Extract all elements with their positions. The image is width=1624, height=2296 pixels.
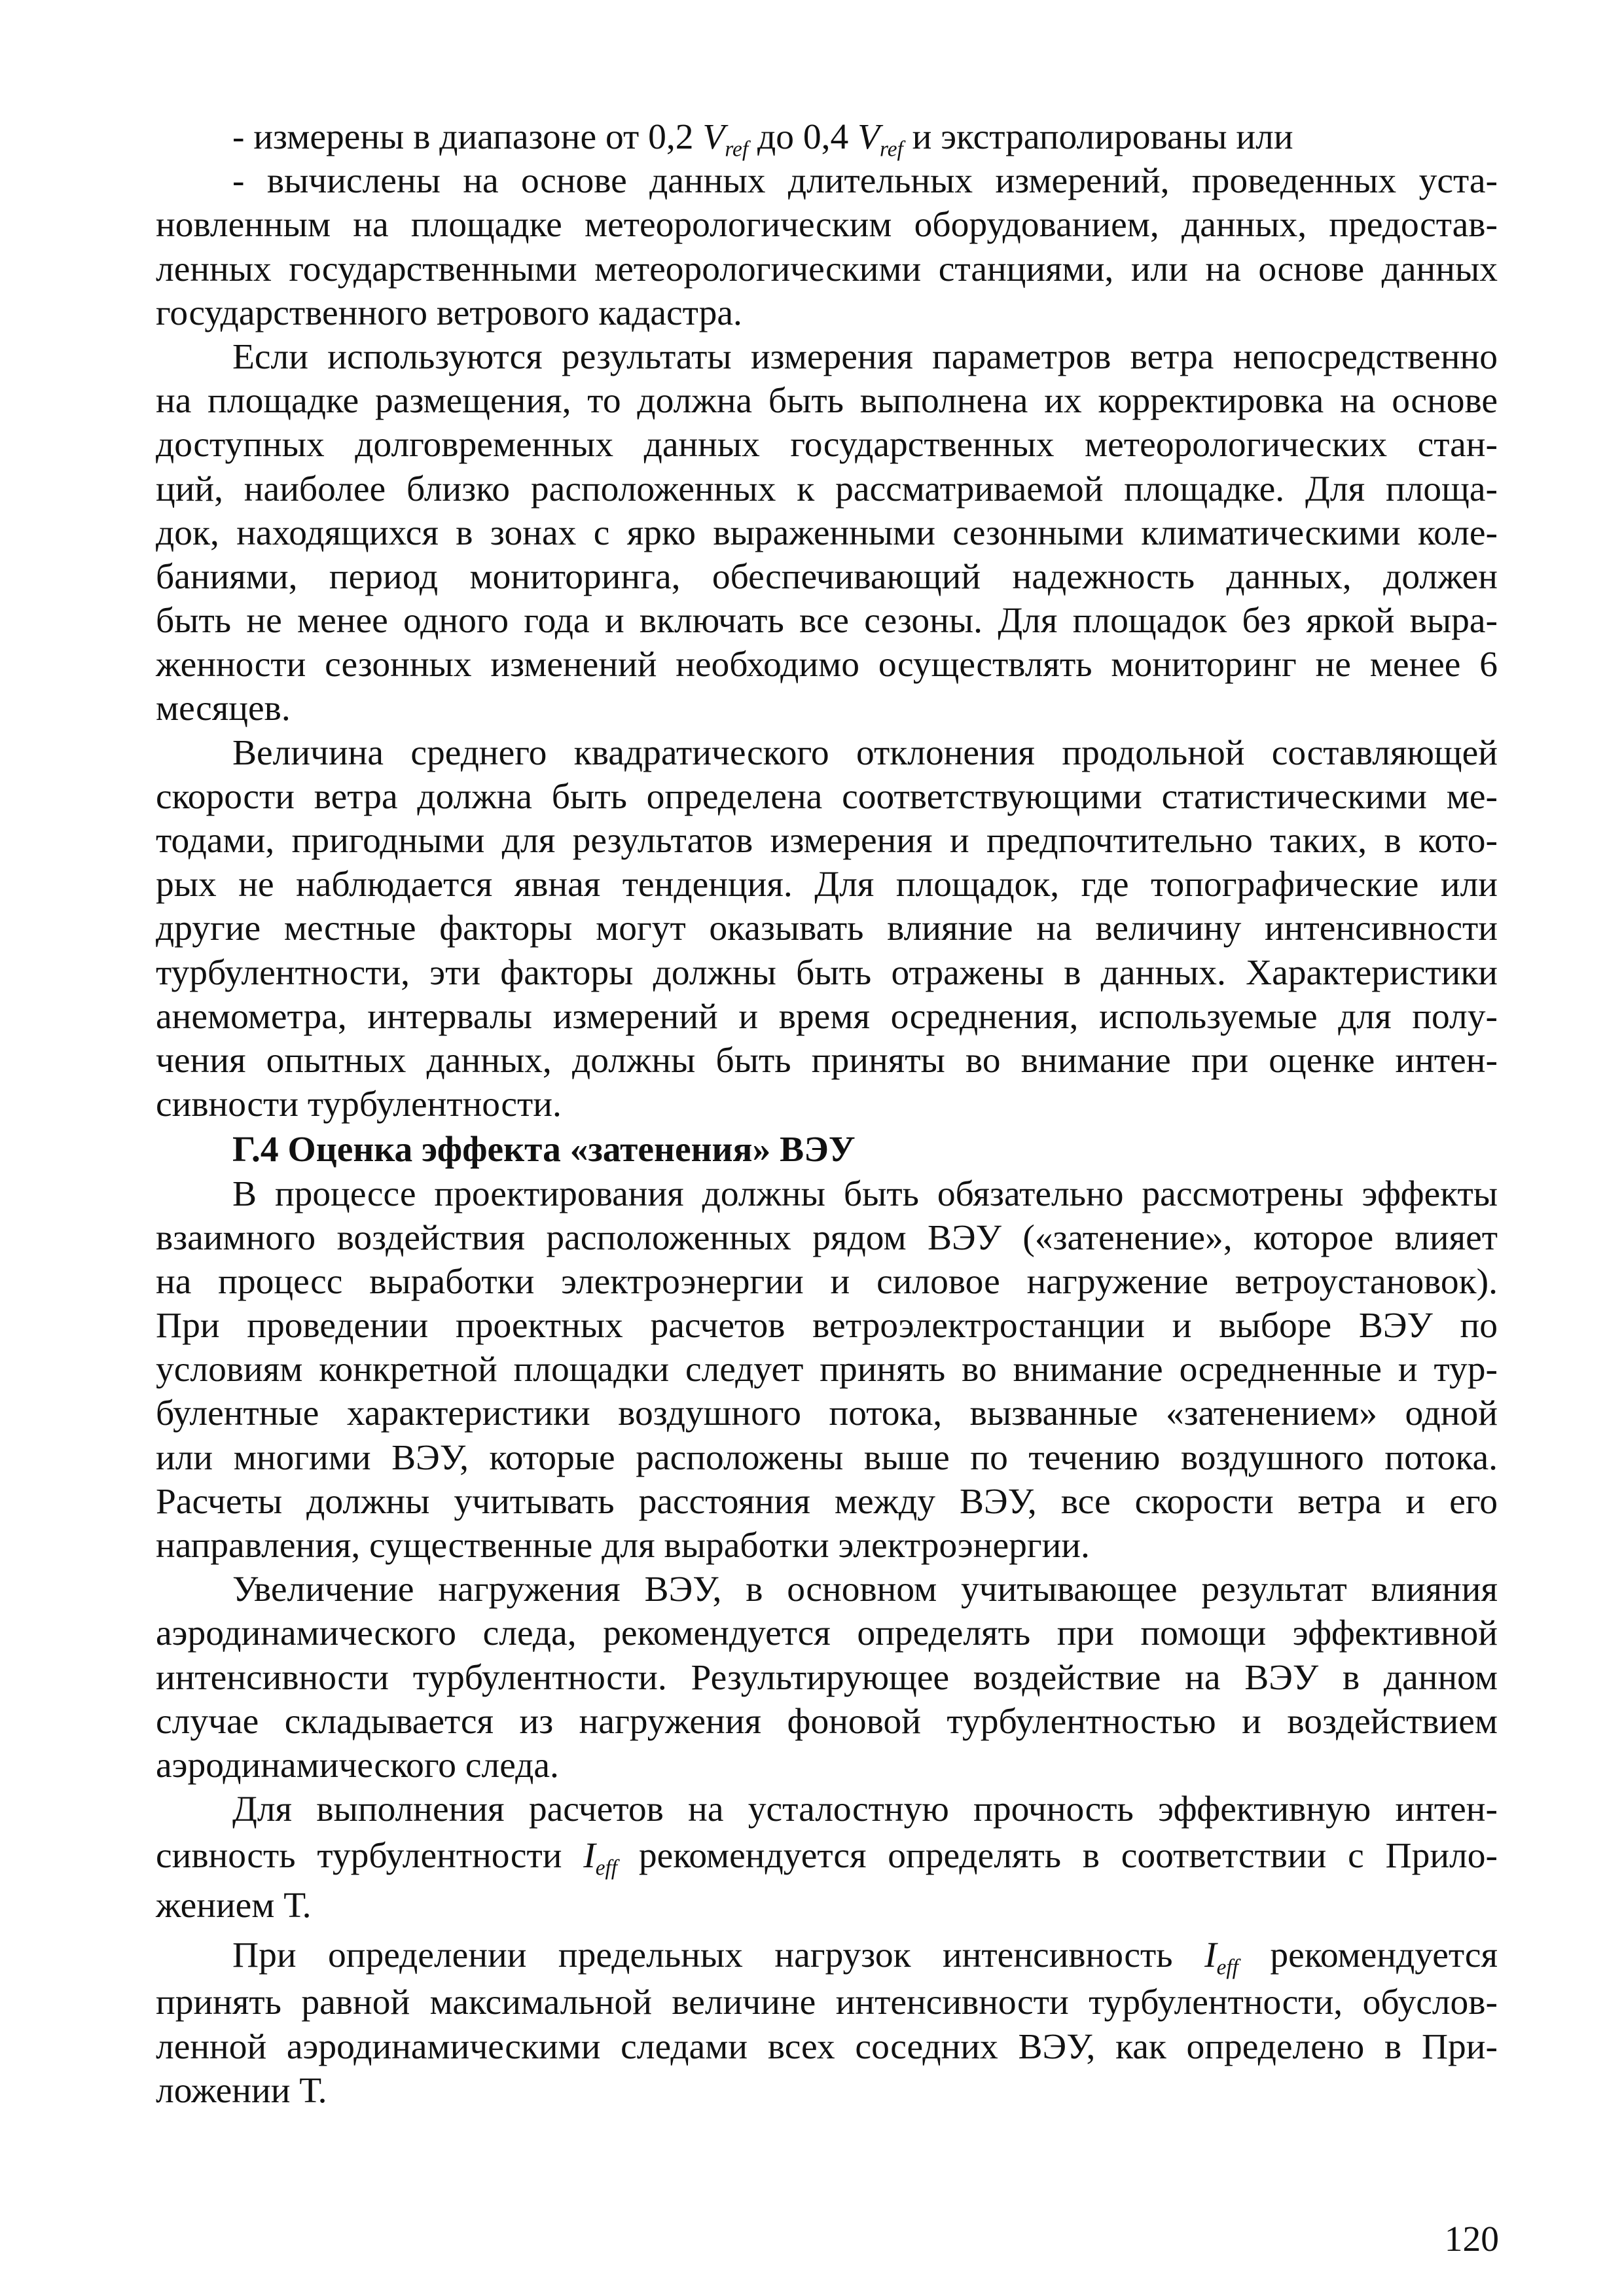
paragraph-line: ленных государственными метеорологическими станциями, или на основе данных	[156, 249, 1498, 289]
paragraph-line: взаимного воздействия расположенных рядом ВЭУ («затенение», которое влияет	[156, 1217, 1498, 1258]
bullet-text: и экстраполированы или	[903, 117, 1293, 157]
paragraph-line: другие местные факторы могут оказывать влияние на величину интенсивности	[156, 908, 1498, 949]
paragraph-line: новленным на площадке метеорологическим оборудованием, данных, предостав-	[156, 205, 1498, 245]
paragraph-line: анемометра, интервалы измерений и время осреднения, используемые для полу-	[156, 996, 1498, 1037]
bullet-text: до 0,4	[748, 117, 858, 157]
paragraph-line: принять равной максимальной величине интенсивности турбулентности, обуслов-	[156, 1982, 1498, 2023]
paragraph-line: ложении Т.	[156, 2070, 327, 2111]
paragraph-line: направления, существенные для выработки электроэнергии.	[156, 1526, 1090, 1566]
paragraph-line: женности сезонных изменений необходимо осуществлять мониторинг не менее 6	[156, 645, 1498, 685]
paragraph-text: рекомендуется определять в соответствии с Прило-	[617, 1836, 1498, 1876]
paragraph-line: Для выполнения расчетов на усталостную прочность эффективную интен-	[232, 1789, 1498, 1830]
paragraph-line: государственного ветрового кадастра.	[156, 293, 742, 333]
paragraph-line: булентные характеристики воздушного потока, вызванные «затенением» одной	[156, 1393, 1498, 1434]
v-ref-variable: $V_{ref}$	[857, 117, 903, 162]
paragraph-line: Увеличение нагружения ВЭУ, в основном учитывающее результат влияния	[232, 1570, 1498, 1610]
paragraph-line: или многими ВЭУ, которые расположены выше по течению воздушного потока.	[156, 1437, 1498, 1478]
bullet-text: - измерены в диапазоне от 0,2	[232, 117, 703, 157]
paragraph-line: чения опытных данных, должны быть приняты во внимание при оценке интен-	[156, 1040, 1498, 1081]
paragraph-line: В процессе проектирования должны быть обязательно рассмотрены эффекты	[232, 1174, 1498, 1214]
paragraph-line: доступных долговременных данных государственных метеорологических стан-	[156, 425, 1498, 465]
paragraph-line	[156, 1831, 1498, 1881]
paragraph-text: рекомендуется	[1238, 1935, 1498, 1976]
paragraph-line: док, находящихся в зонах с ярко выраженными сезонными климатическими коле-	[156, 512, 1498, 553]
document-body	[156, 115, 1498, 2113]
paragraph-line: интенсивности турбулентности. Результирующее воздействие на ВЭУ в данном	[156, 1657, 1498, 1698]
i-eff-variable: $I_{eff}$	[1204, 1935, 1238, 1980]
paragraph-line: случае складывается из нагружения фоновой турбулентностью и воздействием	[156, 1701, 1498, 1742]
paragraph-line: баниями, период мониторинга, обеспечивающий надежность данных, должен	[156, 556, 1498, 597]
bullet-line: - вычислены на основе данных длительных измерений, проведенных уста-	[232, 161, 1498, 202]
paragraph-line: месяцев.	[156, 689, 291, 729]
bullet-line	[156, 115, 1498, 162]
paragraph-text: При определении предельных нагрузок интенсивность	[232, 1935, 1205, 1976]
v-ref-variable: $V_{ref}$	[702, 117, 749, 162]
paragraph-line: Если используются результаты измерения параметров ветра непосредственно	[232, 336, 1498, 377]
paragraph-line: аэродинамического следа.	[156, 1745, 559, 1785]
paragraph-line: сивности турбулентности.	[156, 1085, 562, 1125]
paragraph-line: турбулентности, эти факторы должны быть отражены в данных. Характеристики	[156, 952, 1498, 993]
paragraph-line: жением Т.	[156, 1886, 312, 1926]
paragraph-line: аэродинамического следа, рекомендуется определять при помощи эффективной	[156, 1613, 1498, 1654]
paragraph-text: сивность турбулентности	[156, 1836, 584, 1876]
paragraph-line	[156, 1931, 1498, 1981]
paragraph-line: условиям конкретной площадки следует принять во внимание осредненные и тур-	[156, 1350, 1498, 1390]
paragraph-line: скорости ветра должна быть определена соответствующими статистическими ме-	[156, 776, 1498, 817]
paragraph-line: на площадке размещения, то должна быть выполнена их корректировка на основе	[156, 381, 1498, 422]
section-heading: Г.4 Оценка эффекта «затенения» ВЭУ	[232, 1130, 856, 1170]
paragraph-line: Расчеты должны учитывать расстояния между ВЭУ, все скорости ветра и его	[156, 1481, 1498, 1522]
paragraph-line: тодами, пригодными для результатов измерения и предпочтительно таких, в кото-	[156, 821, 1498, 861]
paragraph-line: рых не наблюдается явная тенденция. Для площадок, где топографические или	[156, 865, 1498, 905]
paragraph-line: Величина среднего квадратического отклонения продольной составляющей	[232, 732, 1498, 773]
paragraph-line: ленной аэродинамическими следами всех соседних ВЭУ, как определено в При-	[156, 2026, 1498, 2067]
paragraph-line: При проведении проектных расчетов ветроэлектростанции и выборе ВЭУ по	[156, 1306, 1498, 1346]
i-eff-variable: $I_{eff}$	[583, 1836, 618, 1880]
paragraph-line: на процесс выработки электроэнергии и силовое нагружение ветроустановок).	[156, 1261, 1498, 1302]
page-number: 120	[1444, 2219, 1499, 2259]
paragraph-line: ций, наиболее близко расположенных к рассматриваемой площадке. Для площа-	[156, 469, 1498, 509]
paragraph-line: быть не менее одного года и включать все сезоны. Для площадок без яркой выра-	[156, 601, 1498, 641]
